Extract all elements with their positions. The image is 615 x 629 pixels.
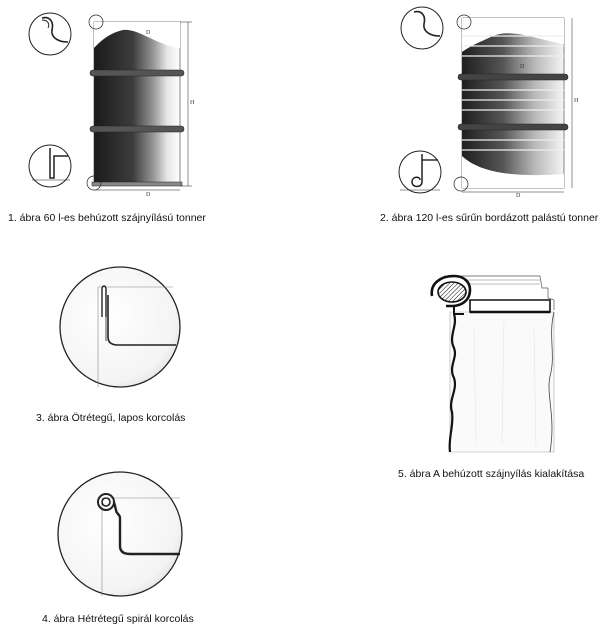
label-top-diameter: D [146,30,151,36]
label-height-2: H [574,98,579,104]
barrel-120l-drawing [398,6,588,198]
figure-3-flat-seam [58,263,183,393]
label-height: H [190,100,195,106]
figure-2-barrel-120l [398,6,588,198]
figure-5-opening-formation [424,266,566,456]
caption-figure-1: 1. ábra 60 l-es behúzott szájnyílású tonner [8,212,206,224]
figure-4-spiral-seam [54,468,186,600]
barrel-60l-drawing [28,8,213,198]
label-bottom-diameter: D [146,192,151,198]
caption-figure-4: 4. ábra Hétrétegű spirál korcolás [42,613,194,625]
caption-figure-3: 3. ábra Ötrétegű, lapos korcolás [36,412,186,424]
label-bottom-diameter-2: D [516,193,521,198]
spiral-seam-detail [54,468,186,600]
figure-1-barrel-60l [28,8,213,198]
label-mid-diameter: D [520,64,525,70]
opening-formation-drawing [424,266,566,456]
flat-seam-detail [58,263,183,393]
caption-figure-2: 2. ábra 120 l-es sűrűn bordázott palástú tonner [380,212,599,224]
caption-figure-5: 5. ábra A behúzott szájnyílás kialakítása [398,468,585,480]
